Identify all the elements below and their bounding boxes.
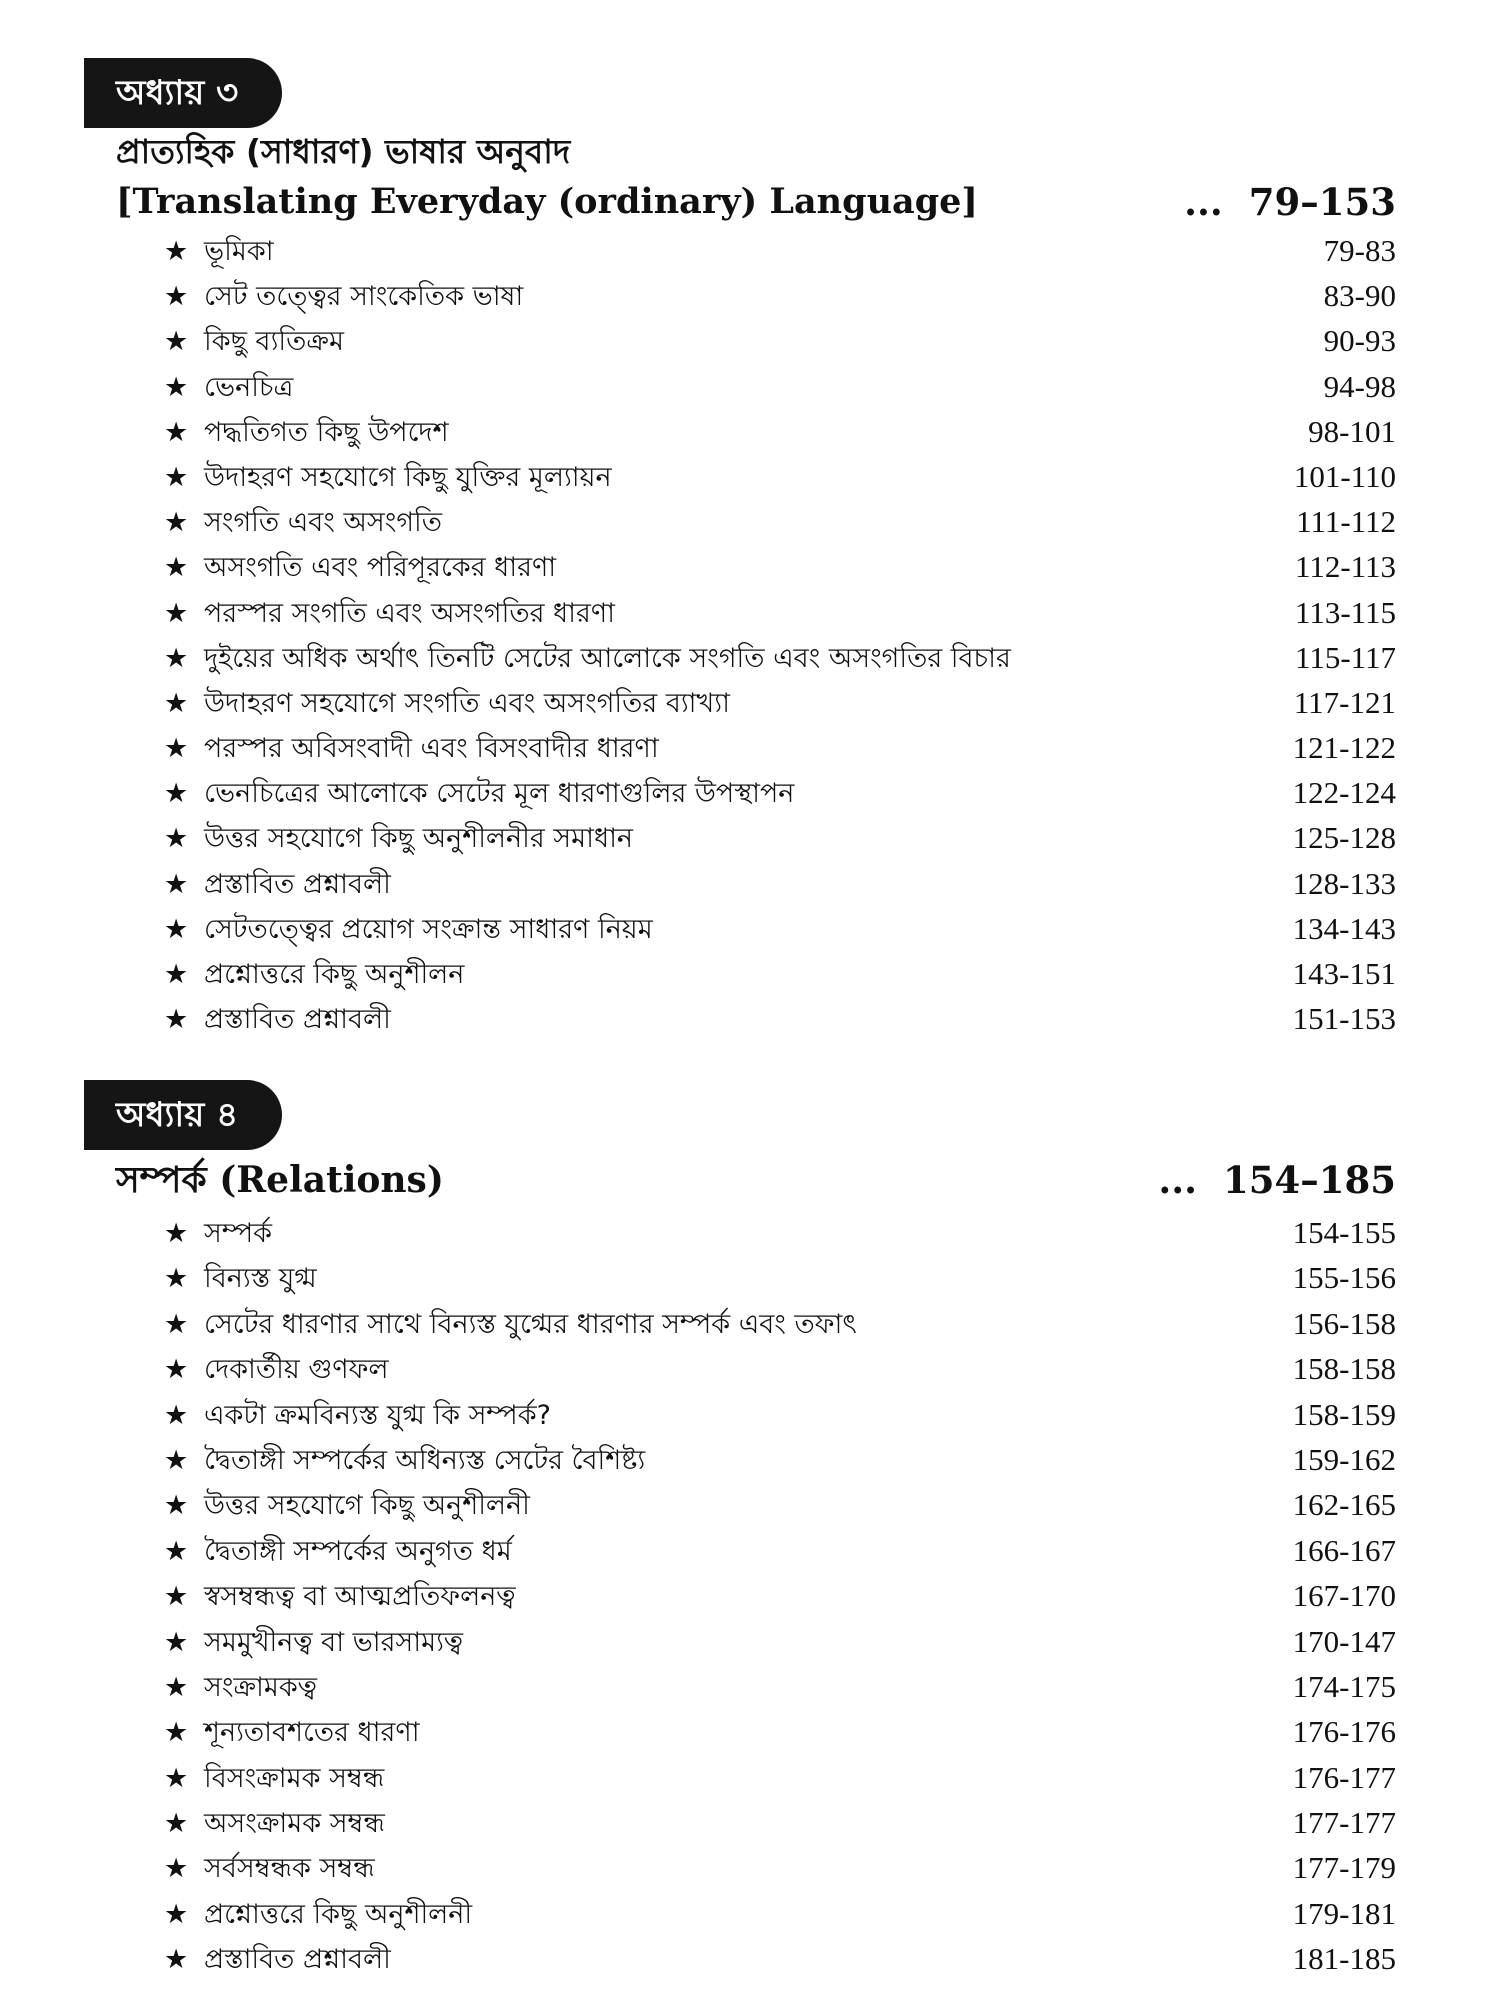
toc-entry bbox=[164, 454, 1396, 499]
entry-pages: 167-170 bbox=[1292, 1578, 1396, 1614]
entry-title: ভেনচিত্রের আলোকে সেটের মূল ধারণাগুলির উপস্থাপন bbox=[204, 778, 795, 810]
entry-title: উদাহরণ সহযোগে কিছু যুক্তির মূল্যায়ন bbox=[204, 461, 612, 493]
star-icon: ★ bbox=[164, 1490, 189, 1522]
chapter-3-leader-dots: ... bbox=[1184, 180, 1223, 224]
entry-pages: 174-175 bbox=[1292, 1668, 1396, 1704]
star-icon: ★ bbox=[164, 1898, 189, 1930]
star-icon: ★ bbox=[164, 1626, 189, 1658]
star-icon: ★ bbox=[164, 1808, 189, 1840]
star-icon: ★ bbox=[164, 1004, 189, 1036]
entry-pages: 179-181 bbox=[1292, 1895, 1396, 1931]
entry-title: প্রস্তাবিত প্রশ্নাবলী bbox=[204, 868, 391, 900]
entry-title: বিন্যস্ত যুগ্ম bbox=[204, 1263, 317, 1295]
star-icon: ★ bbox=[164, 1717, 189, 1749]
star-icon: ★ bbox=[164, 1218, 189, 1249]
entry-title: অসংগতি এবং পরিপূরকের ধারণা bbox=[204, 552, 557, 584]
entry-title: প্রস্তাবিত প্রশ্নাবলী bbox=[204, 1944, 391, 1976]
star-icon: ★ bbox=[164, 913, 189, 945]
toc-entry bbox=[164, 364, 1396, 409]
toc-entry bbox=[164, 228, 1396, 273]
star-icon: ★ bbox=[164, 552, 189, 584]
entry-title: শূন্যতাবশতের ধারণা bbox=[204, 1717, 420, 1749]
entry-pages: 90-93 bbox=[1323, 323, 1396, 359]
toc-entry bbox=[164, 951, 1396, 996]
entry-pages: 94-98 bbox=[1323, 368, 1396, 404]
entry-pages: 83-90 bbox=[1323, 278, 1396, 314]
chapter-3-section bbox=[0, 58, 1500, 1041]
star-icon: ★ bbox=[164, 1853, 189, 1885]
chapter-3-title-english: [Translating Everyday (ordinary) Language] bbox=[116, 181, 978, 222]
entry-pages: 115-117 bbox=[1294, 639, 1396, 675]
star-icon: ★ bbox=[164, 959, 189, 990]
chapter-3-page-range bbox=[1184, 176, 1396, 228]
toc-entry bbox=[164, 499, 1396, 544]
toc-entry bbox=[164, 1619, 1396, 1664]
star-icon: ★ bbox=[164, 1308, 189, 1340]
toc-entry bbox=[164, 1210, 1396, 1255]
toc-entry bbox=[164, 1482, 1396, 1527]
entry-pages: 166-167 bbox=[1292, 1532, 1396, 1568]
entry-title: উত্তর সহযোগে কিছু অনুশীলনীর সমাধান bbox=[204, 823, 634, 855]
toc-entry bbox=[164, 1437, 1396, 1482]
toc-entry bbox=[164, 1664, 1396, 1709]
entry-pages: 159-162 bbox=[1292, 1441, 1396, 1477]
entry-title: পরস্পর অবিসংবাদী এবং বিসংবাদীর ধারণা bbox=[204, 733, 659, 765]
chapter-3-title-english-row bbox=[116, 176, 1396, 228]
star-icon: ★ bbox=[164, 326, 189, 358]
chapter-4-title-text: সম্পর্ক (Relations) bbox=[116, 1159, 444, 1201]
toc-entry bbox=[164, 861, 1396, 906]
star-icon: ★ bbox=[164, 1671, 189, 1703]
toc-entry bbox=[164, 1528, 1396, 1573]
star-icon: ★ bbox=[164, 461, 189, 493]
chapter-4-entries bbox=[0, 1210, 1500, 1982]
toc-entry bbox=[164, 725, 1396, 770]
entry-title: একটা ক্রমবিন্যস্ত যুগ্ম কি সম্পর্ক? bbox=[204, 1399, 551, 1431]
entry-title: দ্বৈতাঙ্গী সম্পর্কের অনুগত ধর্ম bbox=[204, 1535, 512, 1567]
entry-title: সংক্রামকত্ব bbox=[204, 1671, 317, 1703]
entry-title: দেকার্তীয় গুণফল bbox=[204, 1354, 389, 1386]
entry-pages: 177-177 bbox=[1292, 1805, 1396, 1841]
star-icon: ★ bbox=[164, 1581, 189, 1613]
entry-pages: 156-158 bbox=[1292, 1305, 1396, 1341]
entry-title: প্রস্তাবিত প্রশ্নাবলী bbox=[204, 1004, 391, 1036]
entry-pages: 79-83 bbox=[1323, 233, 1396, 268]
entry-title: সম্পর্ক bbox=[204, 1218, 273, 1249]
entry-title: বিসংক্রামক সম্বন্ধ bbox=[204, 1762, 385, 1794]
entry-pages: 158-159 bbox=[1292, 1396, 1396, 1432]
entry-pages: 125-128 bbox=[1292, 820, 1396, 856]
star-icon: ★ bbox=[164, 1263, 189, 1295]
chapter-3-title-bengali: প্রাত্যহিক (সাধারণ) ভাষার অনুবাদ bbox=[116, 132, 571, 171]
star-icon: ★ bbox=[164, 1399, 189, 1431]
toc-entry bbox=[164, 680, 1396, 725]
chapter-4-range-value: 154–185 bbox=[1223, 1158, 1396, 1202]
entry-pages: 98-101 bbox=[1308, 413, 1396, 449]
star-icon: ★ bbox=[164, 778, 189, 810]
entry-pages: 122-124 bbox=[1292, 775, 1396, 811]
entry-title: পরস্পর সংগতি এবং অসংগতির ধারণা bbox=[204, 597, 615, 629]
entry-title: দুইয়ের অধিক অর্থাৎ তিনটি সেটের আলোকে সংগতি এবং অসংগতির বিচার bbox=[204, 642, 1011, 674]
entry-pages: 117-121 bbox=[1293, 684, 1396, 720]
entry-pages: 181-185 bbox=[1292, 1941, 1396, 1977]
chapter-4-leader-dots: ... bbox=[1158, 1158, 1198, 1202]
chapter-3-range-value: 79–153 bbox=[1248, 180, 1396, 224]
chapter-4-title bbox=[116, 1150, 1396, 1210]
entry-title: দ্বৈতাঙ্গী সম্পর্কের অধিন্যস্ত সেটের বৈশিষ্ট্য bbox=[204, 1444, 646, 1476]
star-icon: ★ bbox=[164, 371, 189, 403]
entry-title: উদাহরণ সহযোগে সংগতি এবং অসংগতির ব্যাখ্যা bbox=[204, 687, 730, 719]
entry-pages: 101-110 bbox=[1293, 458, 1396, 494]
entry-pages: 113-115 bbox=[1294, 594, 1396, 630]
entry-pages: 155-156 bbox=[1292, 1260, 1396, 1296]
entry-pages: 177-179 bbox=[1292, 1850, 1396, 1886]
entry-pages: 121-122 bbox=[1292, 730, 1396, 766]
toc-entry bbox=[164, 1800, 1396, 1845]
entry-pages: 111-112 bbox=[1296, 504, 1396, 540]
entry-pages: 162-165 bbox=[1292, 1487, 1396, 1523]
entry-title: ভূমিকা bbox=[204, 236, 274, 267]
entry-pages: 134-143 bbox=[1292, 910, 1396, 946]
entry-title: প্রশ্নোত্তরে কিছু অনুশীলনী bbox=[204, 1898, 473, 1930]
entry-title: সংগতি এবং অসংগতি bbox=[204, 507, 443, 539]
star-icon: ★ bbox=[164, 281, 189, 313]
toc-entry bbox=[164, 1755, 1396, 1800]
toc-entry bbox=[164, 1392, 1396, 1437]
toc-entry bbox=[164, 1346, 1396, 1391]
entry-pages: 143-151 bbox=[1292, 956, 1396, 991]
star-icon: ★ bbox=[164, 687, 189, 719]
star-icon: ★ bbox=[164, 1354, 189, 1386]
entry-title: ভেনচিত্র bbox=[204, 371, 294, 403]
entry-title: পদ্ধতিগত কিছু উপদেশ bbox=[204, 416, 449, 448]
entry-title: সেটের ধারণার সাথে বিন্যস্ত যুগ্মের ধারণার সম্পর্ক এবং তফাৎ bbox=[204, 1308, 857, 1340]
star-icon: ★ bbox=[164, 1535, 189, 1567]
toc-entry bbox=[164, 409, 1396, 454]
entry-title: উত্তর সহযোগে কিছু অনুশীলনী bbox=[204, 1490, 530, 1522]
star-icon: ★ bbox=[164, 733, 189, 765]
chapter-4-page-range bbox=[1158, 1150, 1396, 1210]
entry-pages: 128-133 bbox=[1292, 865, 1396, 901]
star-icon: ★ bbox=[164, 416, 189, 448]
entry-title: সেটতত্ত্বের প্রয়োগ সংক্রান্ত সাধারণ নিয়ম bbox=[204, 913, 653, 945]
toc-entry bbox=[164, 1255, 1396, 1300]
entry-pages: 154-155 bbox=[1292, 1215, 1396, 1250]
toc-entry bbox=[164, 544, 1396, 589]
toc-entry bbox=[164, 318, 1396, 363]
star-icon: ★ bbox=[164, 642, 189, 674]
entry-title: সেট তত্ত্বের সাংকেতিক ভাষা bbox=[204, 281, 524, 313]
star-icon: ★ bbox=[164, 1944, 189, 1976]
star-icon: ★ bbox=[164, 823, 189, 855]
entry-pages: 151-153 bbox=[1292, 1001, 1396, 1037]
toc-entry bbox=[164, 815, 1396, 860]
toc-entry bbox=[164, 273, 1396, 318]
entry-pages: 176-176 bbox=[1292, 1714, 1396, 1750]
star-icon: ★ bbox=[164, 868, 189, 900]
toc-entry bbox=[164, 906, 1396, 951]
chapter-4-tab: অধ্যায় ৪ bbox=[84, 1080, 282, 1150]
entry-title: সমমুখীনত্ব বা ভারসাম্যত্ব bbox=[204, 1626, 464, 1658]
toc-entry bbox=[164, 635, 1396, 680]
star-icon: ★ bbox=[164, 1444, 189, 1476]
entry-title: কিছু ব্যতিক্রম bbox=[204, 326, 344, 358]
star-icon: ★ bbox=[164, 597, 189, 629]
star-icon: ★ bbox=[164, 236, 189, 267]
toc-entry bbox=[164, 590, 1396, 635]
chapter-4-section bbox=[0, 1080, 1500, 1982]
toc-entry bbox=[164, 1301, 1396, 1346]
entry-title: স্বসম্বন্ধত্ব বা আত্মপ্রতিফলনত্ব bbox=[204, 1581, 516, 1613]
toc-entry bbox=[164, 1936, 1396, 1981]
chapter-3-entries bbox=[0, 228, 1500, 1041]
entry-title: অসংক্রামক সম্বন্ধ bbox=[204, 1808, 385, 1840]
star-icon: ★ bbox=[164, 507, 189, 539]
entry-title: সর্বসম্বন্ধক সম্বন্ধ bbox=[204, 1853, 375, 1885]
toc-entry bbox=[164, 996, 1396, 1041]
chapter-3-title bbox=[116, 128, 1396, 228]
toc-entry bbox=[164, 1709, 1396, 1754]
toc-entry bbox=[164, 1845, 1396, 1890]
toc-entry bbox=[164, 770, 1396, 815]
star-icon: ★ bbox=[164, 1762, 189, 1794]
entry-pages: 176-177 bbox=[1292, 1759, 1396, 1795]
chapter-3-tab: অধ্যায় ৩ bbox=[84, 58, 282, 128]
entry-pages: 112-113 bbox=[1294, 549, 1396, 585]
toc-entry bbox=[164, 1573, 1396, 1618]
toc-entry bbox=[164, 1891, 1396, 1936]
entry-pages: 170-147 bbox=[1292, 1623, 1396, 1659]
entry-pages: 158-158 bbox=[1292, 1351, 1396, 1387]
entry-title: প্রশ্নোত্তরে কিছু অনুশীলন bbox=[204, 959, 465, 990]
